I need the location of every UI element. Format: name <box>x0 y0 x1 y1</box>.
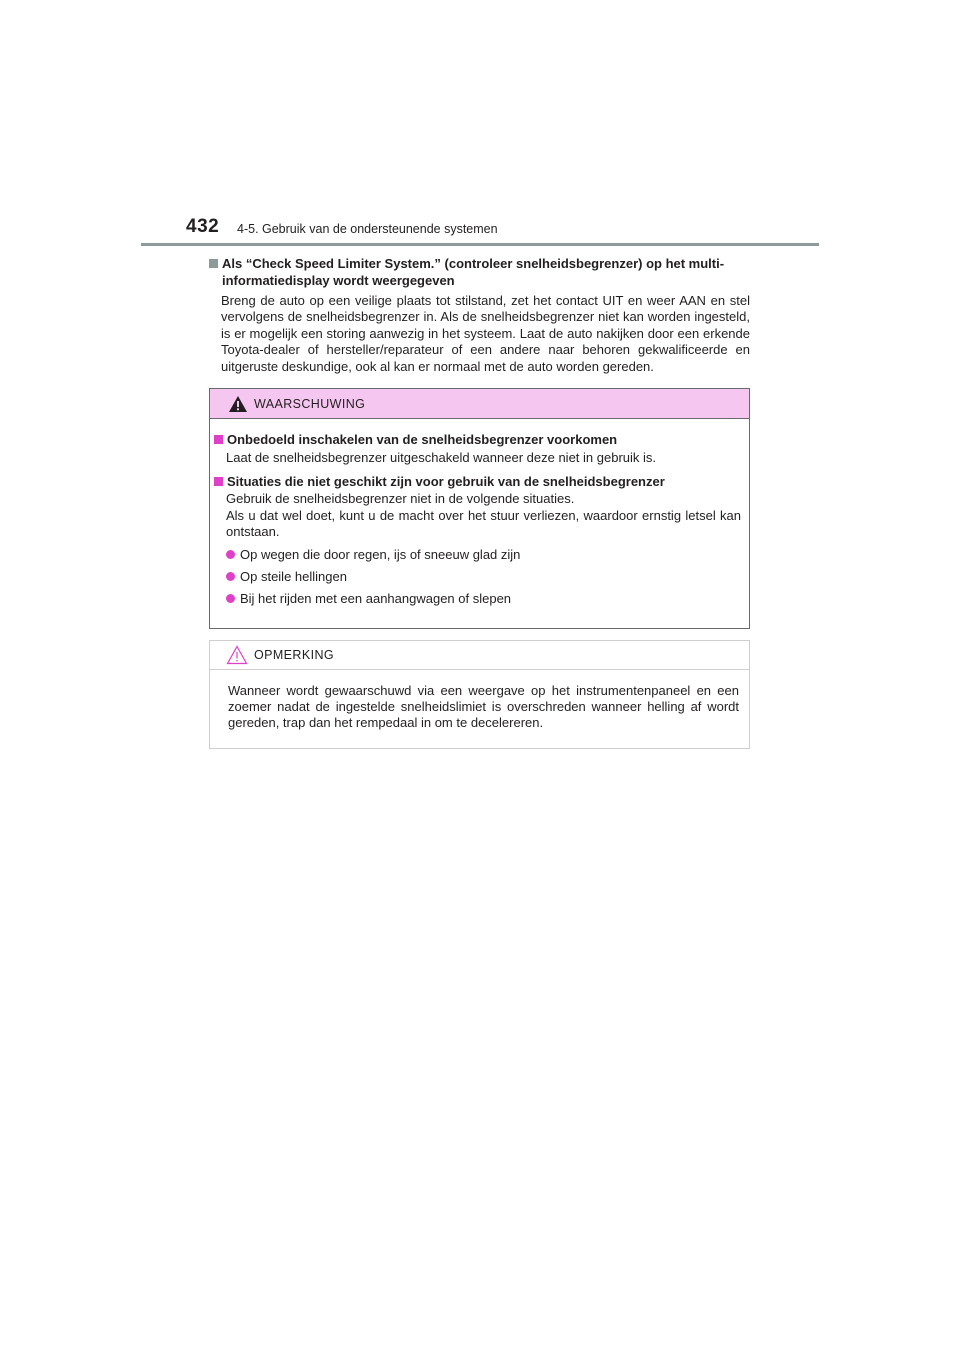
round-bullet-icon <box>226 572 235 581</box>
intro-body: Breng de auto op een veilige plaats tot stilstand, zet het contact UIT en weer AAN en stel vervolgens de snelheidsbegrenzer in. Als de snelheidsbegrenzer niet kan worden ingesteld, is er mogelijk een storing aanwezig in het systeem. Laat de auto nakijken door een erkende Toyota-dealer of hersteller/reparateur of een andere naar behoren gekwalificeerde en uitgeruste deskundige, ook al kan er normaal met de auto worden gereden. <box>221 293 750 374</box>
note-label: OPMERKING <box>254 647 334 662</box>
intro-heading-text: Als “Check Speed Limiter System.” (controleer snelheidsbegrenzer) op het multi-informatiedisplay wordt weergegeven <box>222 256 725 288</box>
list-item-text: Bij het rijden met een aanhangwagen of slepen <box>240 590 512 606</box>
warning-item-body: Laat de snelheidsbegrenzer uitgeschakeld wanneer deze niet in gebruik is. <box>226 450 657 466</box>
warning-item-heading <box>214 473 741 490</box>
warning-item-heading-text: Onbedoeld inschakelen van de snelheidsbegrenzer voorkomen <box>227 432 618 448</box>
warning-item-heading <box>214 431 741 448</box>
warning-box <box>209 388 750 629</box>
intro-heading <box>209 255 750 289</box>
warning-item-heading-text: Situaties die niet geschikt zijn voor gebruik van de snelheidsbegrenzer <box>227 474 665 490</box>
round-bullet-icon <box>226 550 235 559</box>
square-bullet-icon <box>209 259 218 268</box>
note-body: Wanneer wordt gewaarschuwd via een weergave op het instrumentenpaneel en een zoemer nadat de ingestelde snelheidslimiet is overschreden wanneer helling af wordt gereden, trap dan het rempedaal in om te decelereren. <box>228 682 739 731</box>
list-item-text: Op wegen die door regen, ijs of sneeuw glad zijn <box>240 546 521 562</box>
round-bullet-icon <box>226 594 235 603</box>
warning-header <box>210 389 749 419</box>
header-rule <box>141 243 819 246</box>
list-item <box>226 547 741 563</box>
page-content <box>209 255 750 749</box>
square-bullet-icon <box>214 435 223 444</box>
list-item <box>226 591 741 607</box>
list-item-text: Op steile hellingen <box>240 568 347 584</box>
warning-item-body: Gebruik de snelheidsbegrenzer niet in de volgende situaties. <box>226 491 575 507</box>
warning-triangle-icon <box>228 395 248 413</box>
warning-item <box>214 473 741 606</box>
caution-outline-icon <box>226 645 248 665</box>
warning-item <box>214 431 741 466</box>
note-header <box>210 641 749 670</box>
list-item <box>226 569 741 585</box>
section-title: 4-5. Gebruik van de ondersteunende systemen <box>237 222 498 236</box>
note-box <box>209 640 750 749</box>
warning-label: WAARSCHUWING <box>254 396 366 411</box>
page-number: 432 <box>186 216 220 237</box>
square-bullet-icon <box>214 477 223 486</box>
warning-item-body: Als u dat wel doet, kunt u de macht over het stuur verliezen, waardoor ernstig letsel kan ontstaan. <box>226 507 741 540</box>
warning-body <box>210 419 749 628</box>
